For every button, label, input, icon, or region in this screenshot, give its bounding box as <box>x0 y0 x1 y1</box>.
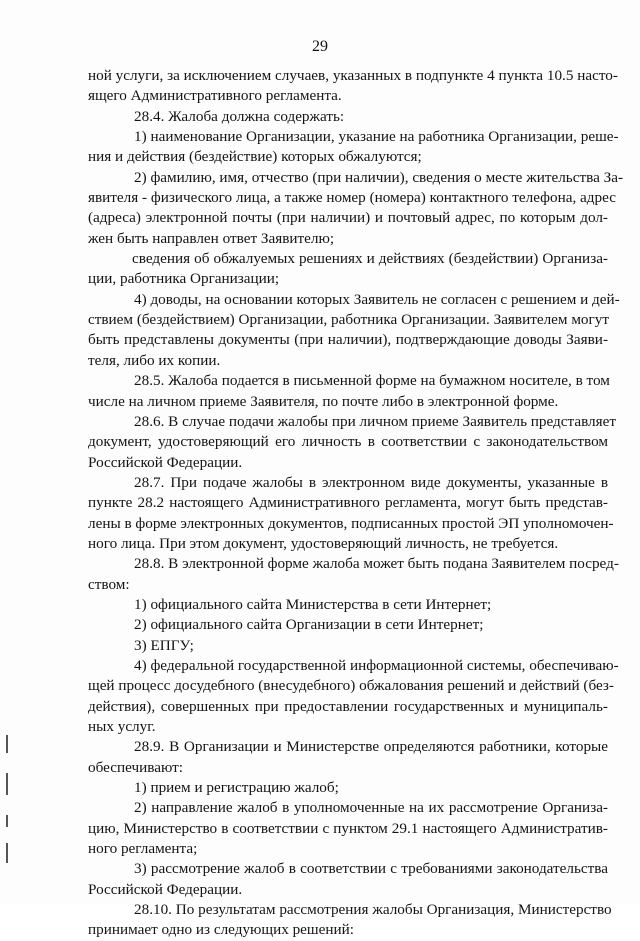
text-line: принимает одно из следующих решений: <box>88 921 354 939</box>
paragraph <box>88 595 608 615</box>
text-line: 1) наименование Организации, указание на работника Организации, реше- <box>134 128 619 146</box>
paragraph <box>88 859 608 900</box>
paragraph <box>88 737 608 778</box>
text-line: 2) официального сайта Организации в сети Интернет; <box>134 616 484 634</box>
text-line: документ, удостоверяющий его личность в соответствии с законодательством <box>88 433 608 451</box>
text-line: 28.8. В электронной форме жалоба может быть подана Заявителем посред- <box>134 555 619 573</box>
paragraph <box>88 66 618 107</box>
text-line: ствием (бездействием) Организации, работника Организации. Заявителем могут <box>88 311 609 329</box>
text-line: 1) прием и регистрацию жалоб; <box>134 779 339 797</box>
paragraph <box>88 900 612 941</box>
text-line: Российской Федерации. <box>88 453 243 471</box>
text-line: ния и действия (бездействие) которых обжалуются; <box>88 148 422 166</box>
text-line: 2) направление жалоб в уполномоченные на их рассмотрение Организа- <box>134 799 608 817</box>
text-line: 4) доводы, на основании которых Заявитель не согласен с решением и дей- <box>134 290 620 308</box>
paragraph <box>88 412 616 473</box>
text-line: ством: <box>88 575 130 593</box>
paragraph <box>88 798 608 859</box>
text-line: 3) ЕПГУ; <box>134 636 194 654</box>
paragraph <box>88 249 608 290</box>
text-line: лены в форме электронных документов, подписанных простой ЭП уполномочен- <box>88 514 614 532</box>
paragraph <box>88 127 619 168</box>
text-line: сведения об обжалуемых решениях и действиях (бездействии) Организа- <box>132 250 608 268</box>
document-body <box>88 66 624 941</box>
text-line: числе на личном приеме Заявителя, по почте либо в электронной форме. <box>88 392 559 410</box>
text-line: Российской Федерации. <box>88 880 243 898</box>
text-line: ного лица. При этом документ, удостоверяющий личность, не требуется. <box>88 534 559 552</box>
text-line: пункте 28.2 настоящего Административного регламента, могут быть представ- <box>88 494 608 512</box>
paragraph <box>88 636 608 656</box>
text-line: 28.4. Жалоба должна содержать: <box>134 107 345 125</box>
text-line: 4) федеральной государственной информационной системы, обеспечиваю- <box>134 656 619 674</box>
text-line: обеспечивают: <box>88 758 183 776</box>
text-line: ной услуги, за исключением случаев, указанных в подпункте 4 пункта 10.5 насто- <box>88 67 618 84</box>
text-line: явителя - физического лица, а также номер (номера) контактного телефона, адрес <box>88 189 616 207</box>
text-line: ных услуг. <box>88 718 156 735</box>
text-line: 1) официального сайта Министерства в сети Интернет; <box>134 595 492 613</box>
paragraph <box>88 778 608 798</box>
text-line: ящего Административного регламента. <box>88 87 342 105</box>
text-line: 28.7. При подаче жалобы в электронном виде документы, указанные в <box>134 473 608 491</box>
text-line: (адреса) электронной почты (при наличии) и почтовый адрес, по которым дол- <box>88 209 608 227</box>
text-line: щей процесс досудебного (внесудебного) обжалования решений и действий (без- <box>88 677 614 695</box>
paragraph <box>88 371 608 412</box>
paragraph <box>88 168 624 249</box>
paragraph <box>88 615 608 635</box>
text-line: 28.6. В случае подачи жалобы при личном приеме Заявитель представляет <box>134 412 616 430</box>
text-line: цию, Министерство в соответствии с пунктом 29.1 настоящего Административ- <box>88 819 608 837</box>
text-line: 2) фамилию, имя, отчество (при наличии), сведения о месте жительства За- <box>134 168 624 186</box>
paragraph <box>88 656 619 737</box>
text-line: 3) рассмотрение жалоб в соответствии с требованиями законодательства <box>134 860 608 878</box>
scan-margin-marks <box>6 735 10 865</box>
text-line: 28.10. По результатам рассмотрения жалобы Организация, Министерство <box>134 901 612 919</box>
text-line: ного регламента; <box>88 840 198 858</box>
paragraph <box>88 290 620 371</box>
page-number: 29 <box>312 38 328 55</box>
paragraph <box>88 554 619 595</box>
paragraph <box>88 107 608 127</box>
text-line: быть представлены документы (при наличии), подтверждающие доводы Заяви- <box>88 331 608 349</box>
text-line: 28.9. В Организации и Министерстве определяются работники, которые <box>134 738 608 756</box>
text-line: теля, либо их копии. <box>88 351 221 369</box>
paragraph <box>88 473 614 554</box>
text-line: 28.5. Жалоба подается в письменной форме на бумажном носителе, в том <box>134 372 610 390</box>
text-line: действия), совершенных при предоставлении государственных и муниципаль- <box>88 697 608 715</box>
text-line: жен быть направлен ответ Заявителю; <box>88 229 335 247</box>
text-line: ции, работника Организации; <box>88 270 280 288</box>
